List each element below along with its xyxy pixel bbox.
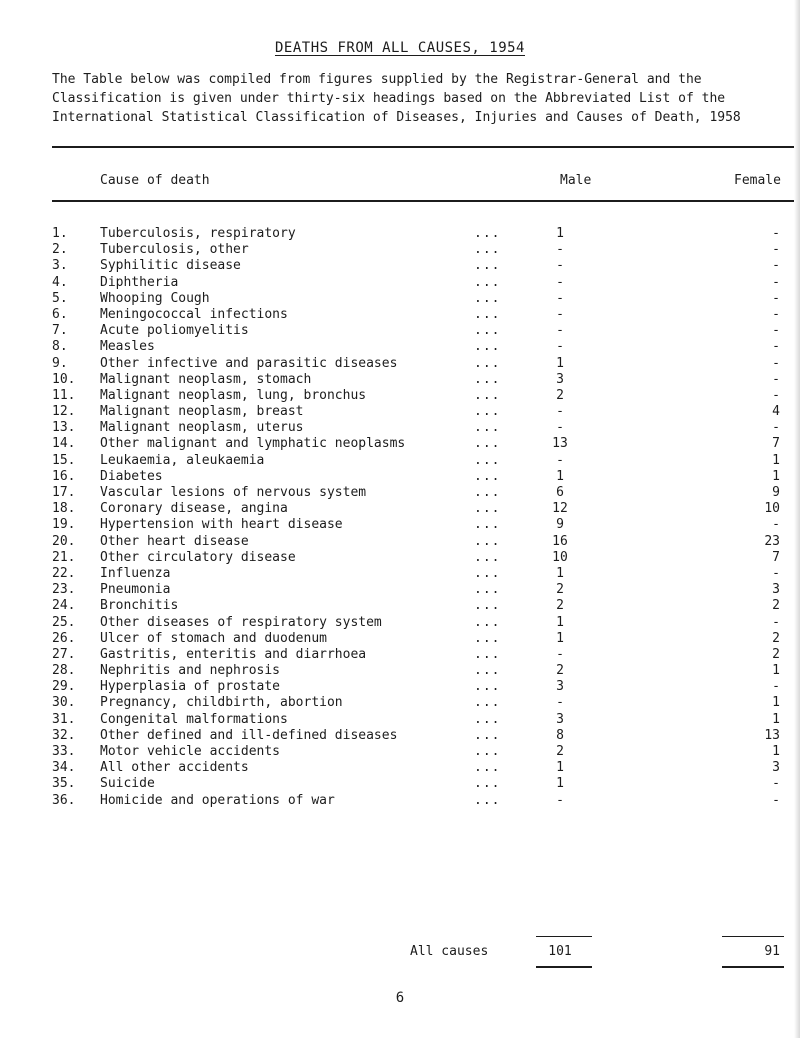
leader-dots: ... — [474, 226, 501, 241]
row-number: 21. — [52, 549, 76, 565]
row-number: 9. — [52, 355, 68, 371]
male-count: 1 — [556, 776, 564, 792]
cause-of-death: Malignant neoplasm, uterus — [100, 420, 304, 436]
female-count: - — [772, 258, 780, 274]
total-male-double-rule — [536, 966, 592, 968]
leader-dots: ... — [474, 776, 501, 792]
leader-dots: ... — [474, 355, 501, 371]
female-count: - — [772, 355, 780, 371]
cause-of-death: Hypertension with heart disease — [100, 517, 343, 533]
table-row — [0, 744, 800, 760]
leader-dots: ... — [474, 306, 501, 322]
row-number: 3. — [52, 258, 68, 274]
leader-dots: ... — [474, 630, 501, 646]
leader-dots: ... — [474, 485, 501, 500]
male-count: 1 — [556, 614, 564, 630]
cause-of-death: Pneumonia — [100, 582, 171, 598]
leader-dots: ... — [474, 663, 501, 679]
male-count: 12 — [552, 501, 568, 517]
male-count: - — [556, 242, 564, 258]
row-number: 23. — [52, 582, 76, 598]
cause-of-death: Other infective and parasitic diseases — [100, 355, 398, 371]
male-count: 6 — [556, 485, 564, 500]
female-count: 7 — [772, 436, 780, 452]
page-edge-shadow — [794, 0, 800, 1038]
row-number: 12. — [52, 404, 76, 420]
table-row — [0, 501, 800, 517]
cause-of-death: Malignant neoplasm, breast — [100, 404, 304, 420]
table-row — [0, 291, 800, 307]
leader-dots: ... — [474, 420, 501, 436]
leader-dots: ... — [474, 598, 501, 614]
cause-of-death: Suicide — [100, 776, 155, 792]
leader-dots: ... — [474, 339, 501, 355]
female-count: 1 — [772, 695, 780, 711]
cause-of-death: Influenza — [100, 565, 171, 581]
cause-of-death: Other malignant and lymphatic neoplasms — [100, 436, 406, 452]
leader-dots: ... — [474, 387, 501, 403]
male-count: - — [556, 339, 564, 355]
table-row — [0, 372, 800, 388]
female-count: 1 — [772, 452, 780, 468]
table-row — [0, 728, 800, 744]
row-number: 32. — [52, 727, 76, 743]
row-number: 28. — [52, 663, 76, 679]
table-row — [0, 550, 800, 566]
male-count: 9 — [556, 517, 564, 533]
cause-of-death: Meningococcal infections — [100, 306, 288, 322]
leader-dots: ... — [474, 436, 501, 452]
row-number: 25. — [52, 614, 76, 630]
row-number: 13. — [52, 420, 76, 436]
female-count: 1 — [772, 744, 780, 759]
female-count: 2 — [772, 646, 780, 662]
table-row — [0, 339, 800, 355]
leader-dots: ... — [474, 744, 501, 759]
table-row — [0, 615, 800, 631]
female-count: - — [772, 517, 780, 533]
intro-line: The Table below was compiled from figures supplied by the Registrar-General and the — [52, 72, 702, 87]
leader-dots: ... — [474, 695, 501, 711]
row-number: 31. — [52, 711, 76, 727]
table-row — [0, 485, 800, 501]
female-count: - — [772, 792, 780, 808]
row-number: 5. — [52, 290, 68, 306]
female-count: 9 — [772, 485, 780, 500]
table-row — [0, 712, 800, 728]
table-row — [0, 226, 800, 242]
cause-of-death: Other defined and ill-defined diseases — [100, 727, 398, 743]
male-count: - — [556, 274, 564, 290]
cause-of-death: Whooping Cough — [100, 290, 210, 306]
row-number: 14. — [52, 436, 76, 452]
cause-of-death: Other heart disease — [100, 533, 249, 549]
row-number: 18. — [52, 501, 76, 517]
intro-paragraph — [52, 70, 792, 127]
total-male: 101 — [548, 944, 572, 959]
row-number: 27. — [52, 646, 76, 662]
leader-dots: ... — [474, 371, 501, 387]
total-male-rule — [536, 936, 592, 937]
female-count: - — [772, 339, 780, 355]
row-number: 26. — [52, 630, 76, 646]
cause-of-death: Motor vehicle accidents — [100, 744, 281, 759]
row-number: 36. — [52, 792, 76, 808]
male-count: 2 — [556, 598, 564, 614]
male-count: - — [556, 404, 564, 420]
row-number: 24. — [52, 598, 76, 614]
intro-line: International Statistical Classification of Diseases, Injuries and Causes of Death, 1958 — [52, 110, 741, 125]
male-count: 1 — [556, 468, 564, 484]
cause-of-death: Acute poliomyelitis — [100, 323, 249, 339]
table-row — [0, 356, 800, 372]
table-row — [0, 307, 800, 323]
row-number: 8. — [52, 339, 68, 355]
cause-of-death: Gastritis, enteritis and diarrhoea — [100, 646, 367, 662]
female-count: 2 — [772, 630, 780, 646]
female-count: 7 — [772, 549, 780, 565]
total-female-rule — [722, 936, 784, 937]
row-number: 10. — [52, 371, 76, 387]
female-count: 1 — [772, 468, 780, 484]
table-row — [0, 323, 800, 339]
leader-dots: ... — [474, 549, 501, 565]
intro-line: Classification is given under thirty-six headings based on the Abbreviated List of the — [52, 91, 726, 106]
cause-of-death: Coronary disease, angina — [100, 501, 288, 517]
cause-of-death: Hyperplasia of prostate — [100, 679, 281, 695]
leader-dots: ... — [474, 727, 501, 743]
table-row — [0, 776, 800, 792]
leader-dots: ... — [474, 258, 501, 274]
table-row — [0, 404, 800, 420]
cause-of-death: Ulcer of stomach and duodenum — [100, 630, 327, 646]
female-count: - — [772, 226, 780, 241]
column-header-male: Male — [560, 173, 592, 188]
female-count: - — [772, 565, 780, 581]
female-count: - — [772, 371, 780, 387]
row-number: 11. — [52, 387, 76, 403]
male-count: - — [556, 646, 564, 662]
leader-dots: ... — [474, 565, 501, 581]
table-row — [0, 469, 800, 485]
table-row — [0, 275, 800, 291]
table-row — [0, 647, 800, 663]
female-count: - — [772, 290, 780, 306]
table-row — [0, 679, 800, 695]
table-row — [0, 420, 800, 436]
leader-dots: ... — [474, 242, 501, 258]
page-title — [0, 40, 800, 56]
total-label: All causes — [410, 944, 489, 959]
row-number: 7. — [52, 323, 68, 339]
row-number: 4. — [52, 274, 68, 290]
female-count: 2 — [772, 598, 780, 614]
row-number: 20. — [52, 533, 76, 549]
row-number: 30. — [52, 695, 76, 711]
male-count: 1 — [556, 565, 564, 581]
cause-of-death: Nephritis and nephrosis — [100, 663, 281, 679]
table-row — [0, 258, 800, 274]
row-number: 2. — [52, 242, 68, 258]
cause-of-death: Congenital malformations — [100, 711, 288, 727]
cause-of-death: Tuberculosis, respiratory — [100, 226, 296, 241]
page-number: 6 — [395, 990, 405, 1006]
leader-dots: ... — [474, 614, 501, 630]
leader-dots: ... — [474, 646, 501, 662]
row-number: 34. — [52, 760, 76, 776]
leader-dots: ... — [474, 517, 501, 533]
table-row — [0, 663, 800, 679]
male-count: 1 — [556, 630, 564, 646]
table-row — [0, 582, 800, 598]
female-count: - — [772, 387, 780, 403]
leader-dots: ... — [474, 760, 501, 776]
female-count: 3 — [772, 582, 780, 598]
leader-dots: ... — [474, 501, 501, 517]
table-row — [0, 517, 800, 533]
female-count: - — [772, 679, 780, 695]
total-female-double-rule — [722, 966, 784, 968]
male-count: - — [556, 420, 564, 436]
cause-of-death: Measles — [100, 339, 155, 355]
leader-dots: ... — [474, 533, 501, 549]
male-count: 16 — [552, 533, 568, 549]
row-number: 16. — [52, 468, 76, 484]
cause-of-death: Tuberculosis, other — [100, 242, 249, 258]
male-count: 3 — [556, 711, 564, 727]
row-number: 15. — [52, 452, 76, 468]
column-header-cause: Cause of death — [100, 173, 210, 188]
cause-of-death: Other circulatory disease — [100, 549, 296, 565]
leader-dots: ... — [474, 274, 501, 290]
cause-of-death: Malignant neoplasm, lung, bronchus — [100, 387, 367, 403]
female-count: - — [772, 242, 780, 258]
table-row — [0, 534, 800, 550]
male-count: 2 — [556, 582, 564, 598]
male-count: 13 — [552, 436, 568, 452]
male-count: - — [556, 323, 564, 339]
female-count: - — [772, 420, 780, 436]
male-count: 10 — [552, 549, 568, 565]
male-count: - — [556, 792, 564, 808]
female-count: 23 — [764, 533, 780, 549]
leader-dots: ... — [474, 711, 501, 727]
female-count: - — [772, 323, 780, 339]
column-header-female: Female — [734, 173, 781, 188]
row-number: 17. — [52, 485, 76, 500]
male-count: - — [556, 452, 564, 468]
cause-of-death: Homicide and operations of war — [100, 792, 335, 808]
female-count: 3 — [772, 760, 780, 776]
male-count: 1 — [556, 226, 564, 241]
female-count: - — [772, 776, 780, 792]
cause-of-death: Syphilitic disease — [100, 258, 241, 274]
male-count: - — [556, 290, 564, 306]
male-count: 2 — [556, 663, 564, 679]
page-title-text: DEATHS FROM ALL CAUSES, 1954 — [274, 40, 525, 56]
deaths-table-body — [0, 226, 800, 809]
male-count: 1 — [556, 355, 564, 371]
cause-of-death: Bronchitis — [100, 598, 179, 614]
cause-of-death: Diphtheria — [100, 274, 179, 290]
table-row — [0, 793, 800, 809]
female-count: - — [772, 274, 780, 290]
row-number: 35. — [52, 776, 76, 792]
row-number: 22. — [52, 565, 76, 581]
table-row — [0, 695, 800, 711]
male-count: 3 — [556, 371, 564, 387]
table-row — [0, 242, 800, 258]
row-number: 6. — [52, 306, 68, 322]
table-row — [0, 388, 800, 404]
male-count: 2 — [556, 387, 564, 403]
cause-of-death: Diabetes — [100, 468, 163, 484]
female-count: 13 — [764, 727, 780, 743]
table-top-rule — [52, 146, 794, 148]
row-number: 1. — [52, 226, 68, 241]
table-row — [0, 598, 800, 614]
cause-of-death: Vascular lesions of nervous system — [100, 485, 367, 500]
leader-dots: ... — [474, 792, 501, 808]
leader-dots: ... — [474, 404, 501, 420]
female-count: - — [772, 614, 780, 630]
cause-of-death: All other accidents — [100, 760, 249, 776]
female-count: 4 — [772, 404, 780, 420]
row-number: 29. — [52, 679, 76, 695]
leader-dots: ... — [474, 290, 501, 306]
leader-dots: ... — [474, 679, 501, 695]
male-count: - — [556, 258, 564, 274]
female-count: 1 — [772, 663, 780, 679]
total-female: 91 — [764, 944, 780, 959]
table-header-rule — [52, 200, 794, 202]
male-count: 8 — [556, 727, 564, 743]
female-count: - — [772, 306, 780, 322]
cause-of-death: Other diseases of respiratory system — [100, 614, 382, 630]
table-row — [0, 566, 800, 582]
leader-dots: ... — [474, 582, 501, 598]
cause-of-death: Malignant neoplasm, stomach — [100, 371, 312, 387]
leader-dots: ... — [474, 323, 501, 339]
male-count: - — [556, 695, 564, 711]
table-row — [0, 453, 800, 469]
male-count: 2 — [556, 744, 564, 759]
row-number: 33. — [52, 744, 76, 759]
cause-of-death: Pregnancy, childbirth, abortion — [100, 695, 343, 711]
leader-dots: ... — [474, 468, 501, 484]
leader-dots: ... — [474, 452, 501, 468]
table-row — [0, 436, 800, 452]
row-number: 19. — [52, 517, 76, 533]
male-count: 1 — [556, 760, 564, 776]
table-row — [0, 631, 800, 647]
male-count: - — [556, 306, 564, 322]
table-row — [0, 760, 800, 776]
cause-of-death: Leukaemia, aleukaemia — [100, 452, 265, 468]
female-count: 1 — [772, 711, 780, 727]
male-count: 3 — [556, 679, 564, 695]
female-count: 10 — [764, 501, 780, 517]
